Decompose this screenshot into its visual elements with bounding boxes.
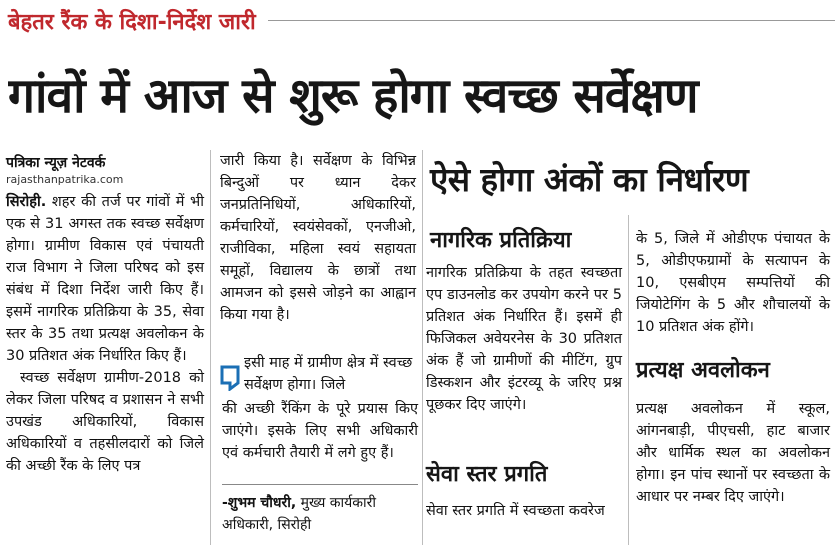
column-rule-2 bbox=[422, 150, 423, 545]
section-text-service-level-cont: के 5, जिले में ओडीएफ पंचायत के 5, ओडीएफग्रामों के सत्यापन के 10, एसबीएम सम्पत्तियों की जियोटेगिंग के 5 और शौचालयों के 10 प्रतिशत अंक होंगे। bbox=[636, 231, 830, 335]
kicker: बेहतर रैंक के दिशा-निर्देश जारी bbox=[8, 10, 256, 35]
column-2 bbox=[220, 150, 416, 326]
paragraph-text: शहर की तर्ज पर गांवों में भी एक से 31 अगस्त तक स्वच्छ सर्वेक्षण होगा। ग्रामीण विकास एवं पंचायती राज विभाग ने जिला परिषद को इस संबंध में दिशा निर्देश जारी किए हैं। इसमें नागरिक प्रतिक्रिया के 35, सेवा स्तर के 35 तथा प्रत्यक्ष अवलोकन के 30 प्रतिशत अंक निर्धारित किए हैं। bbox=[6, 194, 204, 364]
section-text-direct-observation: प्रत्यक्ष अवलोकन में स्कूल, आंगनबाड़ी, पीएचसी, हाट बाजार और धार्मिक स्थल का अवलोकन होगा। इन पांच स्थानों पर स्वच्छता के आधार पर नम्बर दिए जाएंगे। bbox=[636, 401, 830, 505]
quote-icon bbox=[220, 365, 240, 391]
column-rule-3 bbox=[628, 215, 629, 545]
paragraph: स्वच्छ सर्वेक्षण ग्रामीण-2018 को लेकर जिला परिषद व प्रशासन ने सभी उपखंड अधिकारियों, विकास अधिकारियों व तहसीलदारों को जिले की अच्छी रैंक के लिए पत्र bbox=[6, 370, 204, 474]
column-1 bbox=[6, 154, 204, 477]
section-text-citizen-feedback: नागरिक प्रतिक्रिया के तहत स्वच्छता एप डाउनलोड कर उपयोग करने पर 5 प्रतिशत अंक निर्धारित हैं। इसमें ही फिजिकल अवेयरनेस के 30 प्रतिशत अंक हैं जो ग्रामीणों की मीटिंग, ग्रुप डिस्कशन और इंटरव्यू के जरिए प्रश्न पूछकर दिए जाएंगे। bbox=[426, 265, 622, 413]
paragraph bbox=[6, 191, 204, 367]
box-title: ऐसे होगा अंकों का निर्धारण bbox=[430, 160, 749, 199]
section-head-service-level: सेवा स्तर प्रगति bbox=[426, 462, 548, 487]
headline: गांवों में आज से शुरू होगा स्वच्छ सर्वेक्षण bbox=[8, 68, 698, 124]
quote-text: की अच्छी रैंकिंग के पूरे प्रयास किए जाएंगे। इसके लिए सभी अधिकारी एवं कर्मचारी तैयारी में लगे हुए हैं। bbox=[222, 401, 418, 461]
quote-author bbox=[222, 492, 422, 536]
column-rule-1 bbox=[210, 150, 211, 545]
quote-separator bbox=[222, 484, 418, 485]
kicker-rule bbox=[268, 20, 835, 21]
section-head-citizen-feedback: नागरिक प्रतिक्रिया bbox=[430, 228, 572, 253]
section-text-service-level: सेवा स्तर प्रगति में स्वच्छता कवरेज bbox=[426, 503, 605, 519]
author-name: -शुभम चौधरी, bbox=[222, 495, 297, 511]
paragraph: जारी किया है। सर्वेक्षण के विभिन्न बिन्दुओं पर ध्यान देकर जनप्रतिनिधियों, अधिकारियों, कर्मचारियों, स्वयंसेवकों, एनजीओ, राजीविका, महिला स्वयं सहायता समूहों, विद्यालय के छात्रों तथा आमजन को इससे जोड़ने का आह्वान किया गया है। bbox=[220, 153, 416, 323]
quote-lead: इसी माह में ग्रामीण क्षेत्र में स्वच्छ सर्वेक्षण होगा। जिले bbox=[244, 355, 413, 393]
dateline: सिरोही. bbox=[6, 194, 47, 210]
section-head-direct-observation: प्रत्यक्ष अवलोकन bbox=[636, 358, 770, 383]
byline-site: rajasthanpatrika.com bbox=[6, 173, 124, 186]
byline-name: पत्रिका न्यूज़ नेटवर्क bbox=[6, 155, 106, 171]
author-title: मुख्य कार्यकारी अधिकारी, सिरोही bbox=[222, 495, 377, 533]
